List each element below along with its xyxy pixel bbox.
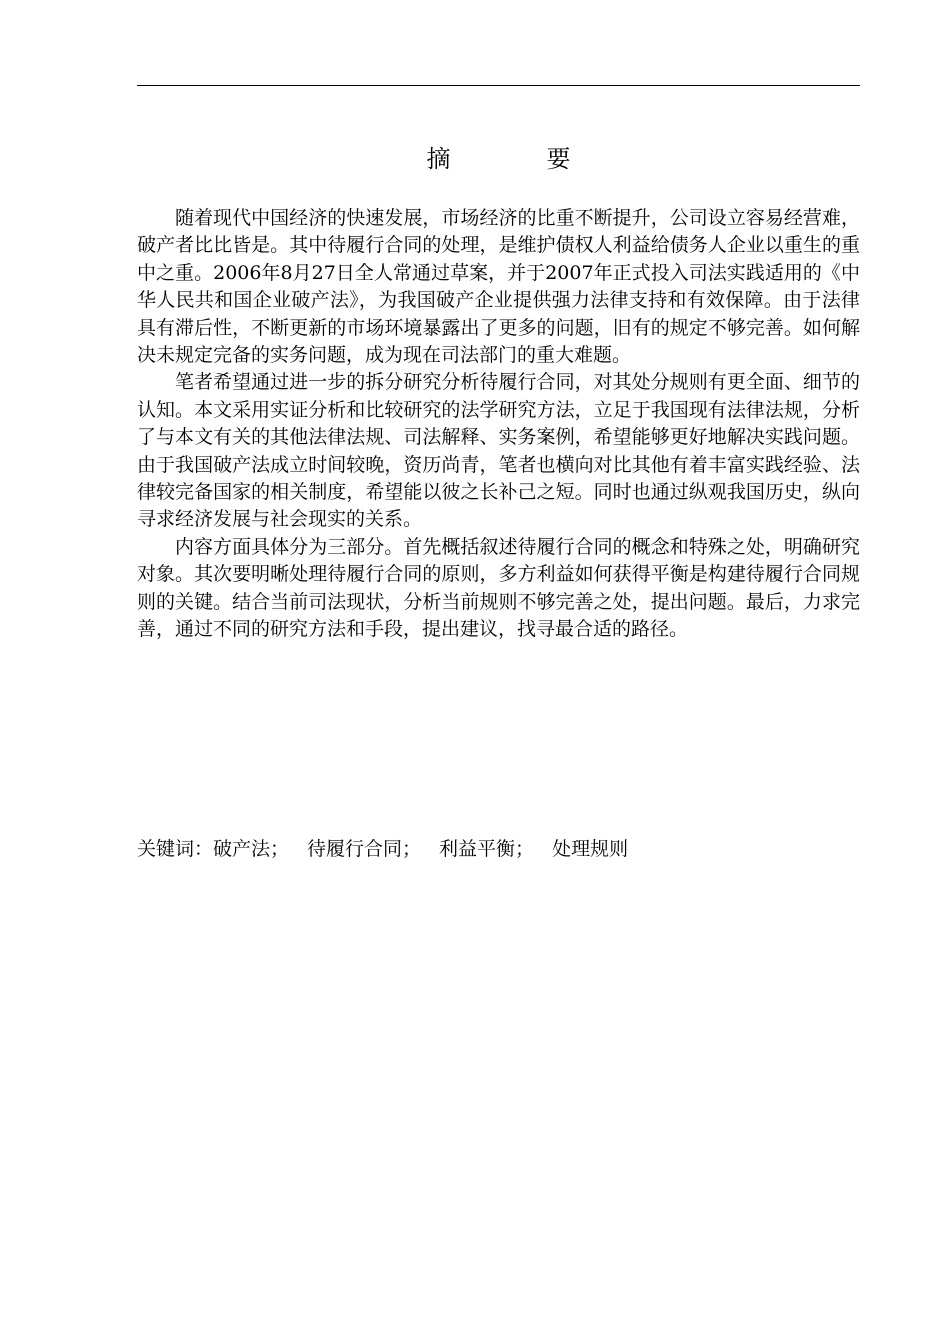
abstract-paragraph-2: 笔者希望通过进一步的拆分研究分析待履行合同，对其处分规则有更全面、细节的认知。本文采用实证分析和比较研究的法学研究方法，立足于我国现有法律法规，分析了与本文有关的其他法律法规、司法解释、实务案例，希望能够更好地解决实践问题。由于我国破产法成立时间较晚，资历尚青，笔者也横向对比其他有着丰富实践经验、法律较完备国家的相关制度，希望能以彼之长补己之短。同时也通过纵观我国历史，纵向寻求经济发展与社会现实的关系。 (137, 371, 860, 531)
page-title: 摘 要 (426, 145, 607, 173)
abstract-body (137, 205, 860, 644)
keywords-label: 关键词： (137, 838, 214, 860)
keyword-item: 处理规则 (552, 838, 629, 860)
keyword-item: 破产法； (213, 838, 290, 860)
abstract-paragraph-3: 内容方面具体分为三部分。首先概括叙述待履行合同的概念和特殊之处，明确研究对象。其次要明晰处理待履行合同的原则，多方利益如何获得平衡是构建待履行合同规则的关键。结合当前司法现状，分析当前规则不够完善之处，提出问题。最后，力求完善，通过不同的研究方法和手段，提出建议，找寻最合适的路径。 (137, 535, 860, 641)
header-rule (137, 85, 860, 86)
abstract-paragraph-1: 随着现代中国经济的快速发展，市场经济的比重不断提升，公司设立容易经营难，破产者比比皆是。其中待履行合同的处理，是维护债权人利益给债务人企业以重生的重中之重。2006年8月27日全人常通过草案，并于2007年正式投入司法实践适用的《中华人民共和国企业破产法》，为我国破产企业提供强力法律支持和有效保障。由于法律具有滞后性，不断更新的市场环境暴露出了更多的问题，旧有的规定不够完善。如何解决未规定完备的实务问题，成为现在司法部门的重大难题。 (137, 207, 860, 367)
keyword-item: 利益平衡； (439, 838, 535, 860)
keywords-line (137, 835, 860, 863)
keyword-item: 待履行合同； (307, 838, 422, 860)
